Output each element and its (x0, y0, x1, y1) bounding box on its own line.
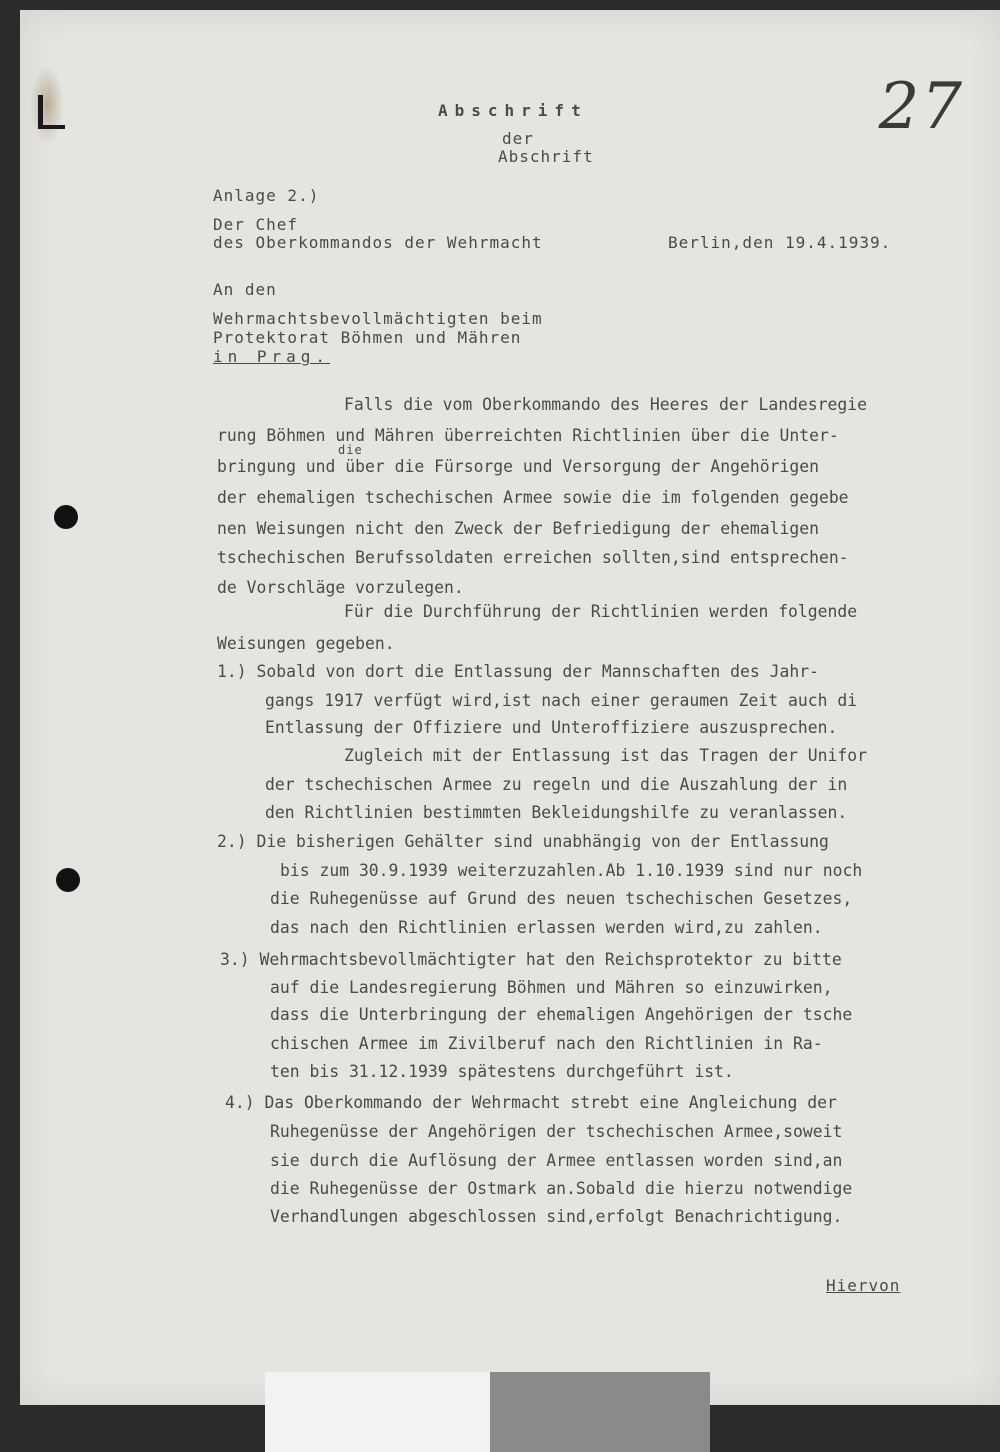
title-sub-der: der (502, 129, 534, 148)
item-4-line-1: 4.) Das Oberkommando der Wehrmacht strebt eine Angleichung der (225, 1093, 837, 1112)
item-3-line-1: 3.) Wehrmachtsbevollmächtigter hat den Reichsprotektor zu bitte (220, 950, 842, 969)
item-3-line-4: chischen Armee im Zivilberuf nach den Richtlinien in Ra- (270, 1034, 823, 1053)
item-1-line-2: gangs 1917 verfügt wird,ist nach einer geraumen Zeit auch di (265, 691, 858, 710)
punch-hole-top (54, 505, 78, 529)
recipient-line-3: Protektorat Böhmen und Mähren (213, 328, 522, 347)
body-line-6: tschechischen Berufssoldaten erreichen sollten,sind entsprechen- (217, 548, 849, 567)
body-line-4: der ehemaligen tschechischen Armee sowie die im folgenden gegebe (217, 488, 849, 507)
body-line-9: Weisungen gegeben. (217, 634, 395, 653)
body-line-3: bringung und über die Fürsorge und Versorgung der Angehörigen (217, 457, 819, 476)
item-2-line-4: das nach den Richtlinien erlassen werden wird,zu zahlen. (270, 918, 823, 937)
item-2-line-3: die Ruhegenüsse auf Grund des neuen tschechischen Gesetzes, (270, 889, 853, 908)
handwritten-page-number: 27 (878, 70, 964, 144)
item-4-line-4: die Ruhegenüsse der Ostmark an.Sobald die hierzu notwendige (270, 1179, 853, 1198)
color-swatch-white (265, 1372, 490, 1452)
recipient-line-1: An den (213, 280, 277, 299)
item-1-line-5: der tschechischen Armee zu regeln und die Auszahlung der in (265, 775, 848, 794)
item-4-line-5: Verhandlungen abgeschlossen sind,erfolgt Benachrichtigung. (270, 1207, 843, 1226)
sender-line-2: des Oberkommandos der Wehrmacht (213, 233, 543, 252)
punch-hole-bottom (56, 868, 80, 892)
item-4-line-2: Ruhegenüsse der Angehörigen der tschechischen Armee,soweit (270, 1122, 843, 1141)
document-title: Abschrift (438, 101, 588, 120)
color-swatch-gray (490, 1372, 710, 1452)
item-1-line-4: Zugleich mit der Entlassung ist das Tragen der Unifor (344, 746, 868, 765)
body-line-5: nen Weisungen nicht den Zweck der Befriedigung der ehemaligen (217, 519, 819, 538)
inserted-word: die (338, 443, 363, 457)
title-sub-abschrift: Abschrift (498, 147, 594, 166)
document-page (20, 10, 1000, 1405)
body-line-1: Falls die vom Oberkommando des Heeres der Landesregie (344, 395, 868, 414)
body-line-8: Für die Durchführung der Richtlinien werden folgende (344, 602, 858, 621)
item-3-line-5: ten bis 31.12.1939 spätestens durchgeführt ist. (270, 1062, 734, 1081)
recipient-line-2: Wehrmachtsbevollmächtigten beim (213, 309, 543, 328)
item-3-line-2: auf die Landesregierung Böhmen und Mähren so einzuwirken, (270, 978, 833, 997)
footer-hiervon: Hiervon (826, 1276, 901, 1295)
body-line-2: rung Böhmen und Mähren überreichten Richtlinien über die Unter- (217, 426, 839, 445)
item-1-line-1: 1.) Sobald von dort die Entlassung der Mannschaften des Jahr- (217, 662, 819, 681)
item-1-line-3: Entlassung der Offiziere und Unteroffiziere auszusprechen. (265, 718, 838, 737)
item-1-line-6: den Richtlinien bestimmten Bekleidungshilfe zu veranlassen. (265, 803, 848, 822)
item-2-line-2: bis zum 30.9.1939 weiterzuzahlen.Ab 1.10.1939 sind nur noch (280, 861, 863, 880)
item-3-line-3: dass die Unterbringung der ehemaligen Angehörigen der tsche (270, 1005, 853, 1024)
recipient-line-4: in Prag. (213, 347, 331, 366)
body-line-7: de Vorschläge vorzulegen. (217, 578, 464, 597)
item-4-line-3: sie durch die Auflösung der Armee entlassen worden sind,an (270, 1151, 843, 1170)
annex-label: Anlage 2.) (213, 186, 320, 205)
staple-mark (38, 95, 65, 129)
item-2-line-1: 2.) Die bisherigen Gehälter sind unabhängig von der Entlassung (217, 832, 829, 851)
sender-line-1: Der Chef (213, 215, 299, 234)
place-date: Berlin,den 19.4.1939. (668, 233, 892, 252)
